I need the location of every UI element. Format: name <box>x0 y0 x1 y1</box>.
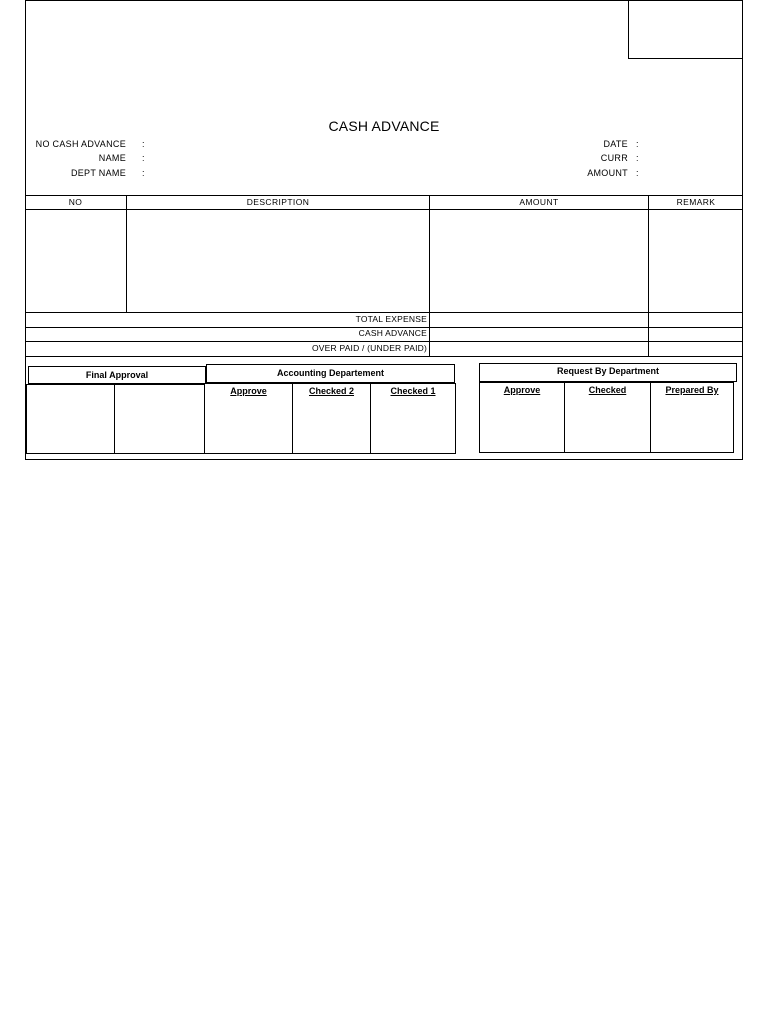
amount-colon: : <box>636 168 639 178</box>
final-approval-sign-box-1 <box>26 384 115 454</box>
date-label: DATE <box>603 139 628 149</box>
summary-rule-3 <box>25 356 743 357</box>
date-colon: : <box>636 139 639 149</box>
no-cash-advance-label: NO CASH ADVANCE <box>35 139 126 149</box>
request-prepared-by-label: Prepared By <box>665 385 719 395</box>
request-checked-label: Checked <box>588 385 627 395</box>
amount-label: AMOUNT <box>587 168 628 178</box>
accounting-checked-1-label: Checked 1 <box>390 386 436 396</box>
accounting-dept-header <box>206 364 455 383</box>
accounting-approve-label: Approve <box>230 386 267 396</box>
column-header-amount: AMOUNT <box>519 197 559 207</box>
cash-advance-label: CASH ADVANCE <box>358 328 427 338</box>
stamp-box <box>628 0 743 59</box>
accounting-approve-box <box>204 383 293 454</box>
request-dept-header <box>479 363 737 382</box>
final-approval-title: Final Approval <box>85 370 149 380</box>
column-header-remark: REMARK <box>676 197 716 207</box>
final-approval-sign-box-2 <box>114 384 205 454</box>
col-divider-amount <box>648 195 649 357</box>
accounting-checked-2-box <box>292 383 371 454</box>
col-divider-no <box>126 195 127 312</box>
final-approval-header <box>28 366 206 384</box>
over-under-paid-label: OVER PAID / (UNDER PAID) <box>312 343 427 353</box>
request-dept-title: Request By Department <box>556 366 660 376</box>
dept-name-colon: : <box>142 168 145 178</box>
accounting-checked-1-box <box>370 383 456 454</box>
request-prepared-by-box <box>650 382 734 453</box>
no-cash-advance-colon: : <box>142 139 145 149</box>
curr-label: CURR <box>600 153 628 163</box>
request-checked-box <box>564 382 651 453</box>
curr-colon: : <box>636 153 639 163</box>
name-label: NAME <box>98 153 126 163</box>
name-colon: : <box>142 153 145 163</box>
column-header-no: NO <box>68 197 83 207</box>
accounting-dept-title: Accounting Departement <box>276 368 384 378</box>
request-approve-box <box>479 382 565 453</box>
form-title: CASH ADVANCE <box>328 118 440 134</box>
col-divider-description <box>429 195 430 357</box>
column-header-description: DESCRIPTION <box>246 197 310 207</box>
table-header-rule <box>25 209 743 210</box>
request-approve-label: Approve <box>503 385 541 395</box>
dept-name-label: DEPT NAME <box>70 168 126 178</box>
total-expense-label: TOTAL EXPENSE <box>355 314 427 324</box>
accounting-checked-2-label: Checked 2 <box>308 386 355 396</box>
